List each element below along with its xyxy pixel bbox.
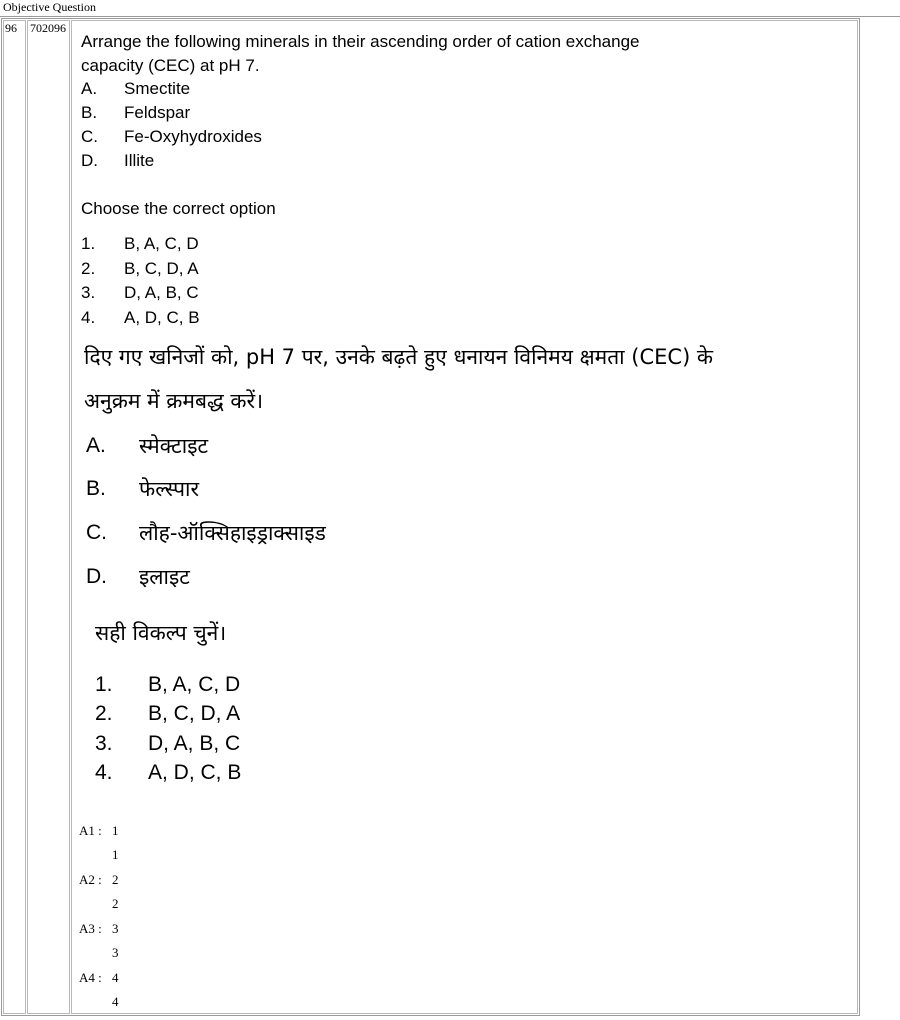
answer-label: A2 :	[79, 872, 102, 887]
hindi-item-label: C.	[86, 521, 107, 544]
english-item-text: Feldspar	[124, 103, 191, 122]
answer-value: 1	[112, 823, 119, 838]
hindi-item-label: D.	[86, 565, 107, 588]
answer-label: A4 :	[79, 970, 102, 985]
section-title: Objective Question	[3, 0, 96, 14]
hindi-option-number: 3.	[95, 732, 113, 755]
answer-sub-value: 2	[112, 896, 119, 911]
english-stem-line1: Arrange the following minerals in their ascending order of cation exchange	[81, 32, 640, 51]
hindi-item-text: इलाइट	[139, 565, 190, 589]
answer-label: A1 :	[79, 823, 102, 838]
english-item-label: A.	[81, 79, 98, 98]
english-item-label: D.	[81, 151, 98, 170]
english-option-number: 4.	[81, 308, 96, 327]
answer-value: 3	[112, 921, 119, 936]
question-id: 702096	[30, 21, 66, 35]
hindi-option-number: 4.	[95, 761, 113, 784]
english-option-number: 2.	[81, 259, 96, 278]
english-item-label: B.	[81, 103, 98, 122]
hindi-item-label: B.	[86, 477, 106, 500]
english-option-number: 1.	[81, 234, 96, 253]
english-option-text: D, A, B, C	[124, 283, 199, 302]
english-option-text: A, D, C, B	[124, 308, 200, 327]
hindi-item-text: स्मेक्टाइट	[139, 434, 209, 458]
header-divider	[0, 16, 900, 17]
english-stem-line2: capacity (CEC) at pH 7.	[81, 56, 260, 75]
hindi-stem-line2: अनुक्रम में क्रमबद्ध करें।	[84, 389, 264, 413]
question-body-cell	[71, 20, 858, 1014]
question-id-cell	[27, 20, 70, 1014]
hindi-option-number: 2.	[95, 702, 113, 725]
english-option-number: 3.	[81, 283, 96, 302]
answer-sub-value: 1	[112, 847, 119, 862]
english-item-text: Fe-Oxyhydroxides	[124, 127, 262, 146]
question-number: 96	[5, 21, 17, 35]
hindi-item-label: A.	[86, 434, 106, 457]
english-item-label: C.	[81, 127, 98, 146]
answer-sub-value: 4	[112, 994, 119, 1009]
english-item-text: Illite	[124, 151, 155, 170]
hindi-stem-line1: दिए गए खनिजों को, pH 7 पर, उनके बढ़ते हुए धनायन विनिमय क्षमता (CEC) के	[84, 345, 714, 369]
english-item-text: Smectite	[124, 79, 191, 98]
hindi-option-text: B, C, D, A	[148, 702, 241, 725]
hindi-option-number: 1.	[95, 673, 113, 696]
answer-sub-value: 3	[112, 945, 119, 960]
hindi-option-text: B, A, C, D	[148, 673, 241, 696]
hindi-item-text: लौह-ऑक्सिहाइड्राक्साइड	[139, 521, 326, 545]
hindi-option-text: D, A, B, C	[148, 732, 241, 755]
english-option-text: B, A, C, D	[124, 234, 199, 253]
answer-value: 4	[112, 970, 119, 985]
answer-label: A3 :	[79, 921, 102, 936]
hindi-item-text: फेल्स्पार	[139, 477, 200, 501]
answer-value: 2	[112, 872, 119, 887]
english-option-text: B, C, D, A	[124, 259, 199, 278]
english-prompt: Choose the correct option	[81, 199, 276, 218]
serial-cell	[3, 20, 26, 1014]
hindi-prompt: सही विकल्प चुनें।	[95, 621, 227, 645]
hindi-option-text: A, D, C, B	[148, 761, 242, 784]
